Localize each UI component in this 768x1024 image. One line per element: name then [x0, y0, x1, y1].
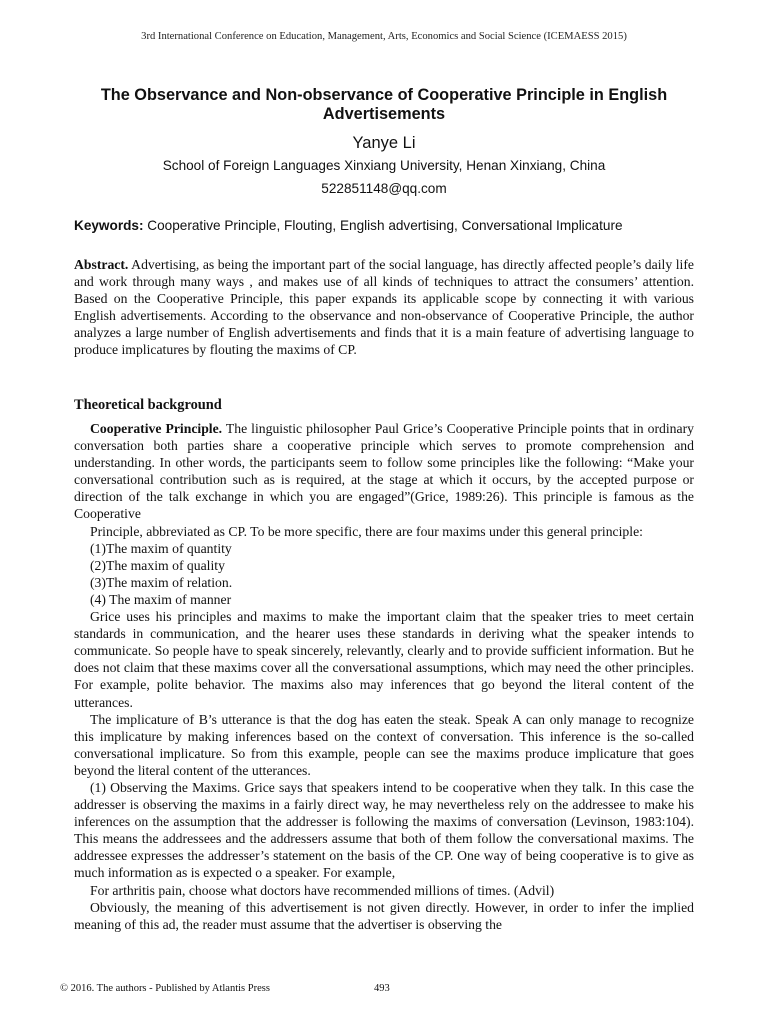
maxim-item: (2)The maxim of quality — [90, 557, 225, 573]
paragraph-grice: Grice uses his principles and maxims to make the important claim that the speaker tries to meet certain standards in communication, and the hearer uses these standards in deriving what the speaker intends to communicate. So people have to speak sincerely, relevantly, clearly and to provide sufficient information. But he does not claim that these maxims cover all the conversational assumptions, which may need the other principles. For example, polite behavior. The maxims also may inferences that go beyond the literal content of the utterances. — [74, 609, 694, 710]
abstract — [74, 256, 694, 359]
conference-running-head: 3rd International Conference on Education, Management, Arts, Economics and Social Science (ICEMAESS 2015) — [141, 31, 627, 42]
paragraph-example-ad: For arthritis pain, choose what doctors have recommended millions of times. (Advil) — [90, 882, 555, 898]
page-number: 493 — [374, 983, 390, 994]
author-affiliation: School of Foreign Languages Xinxiang University, Henan Xinxiang, China — [162, 158, 606, 173]
maxim-item: (3)The maxim of relation. — [90, 574, 233, 590]
abstract-text: Advertising, as being the important part of the social language, has directly affected people’s daily life and work through many ways , and makes use of all kinds of techniques to attract the consumers’ attention. Based on the Cooperative Principle, this paper expands its applicable scope by connecting it with various English advertisements. According to the observance and non-observance of Cooperative Principle, the author analyzes a large number of English advertisements and finds that it is a main feature of advertising language to produce implicatures by flouting the maxims of CP. — [74, 257, 694, 358]
section-body — [74, 420, 694, 933]
keywords-label: Keywords: — [74, 218, 144, 233]
author-name: Yanye Li — [352, 134, 416, 152]
section-heading: Theoretical background — [74, 397, 222, 413]
abstract-label: Abstract. — [74, 257, 129, 272]
paragraph-cooperative-principle — [74, 420, 694, 523]
paragraph-implicature: The implicature of B’s utterance is that the dog has eaten the steak. Speak A can only manage to recognize this implicature by making inferences based on the context of conversation. This inference is the so-called conversational implicature. So from this example, people can see the maxims produce implicature that goes beyond the literal content of the utterances. — [74, 711, 694, 778]
paper-title: The Observance and Non-observance of Cooperative Principle in English Advertisements — [100, 86, 668, 123]
paragraph-obviously: Obviously, the meaning of this advertisement is not given directly. However, in order to infer the implied meaning of this ad, the reader must assume that the advertiser is observing the — [74, 899, 694, 932]
cp-label: Cooperative Principle. — [90, 421, 223, 436]
paragraph-principle: Principle, abbreviated as CP. To be more specific, there are four maxims under this general principle: — [90, 523, 643, 539]
keywords-text: Cooperative Principle, Flouting, English advertising, Conversational Implicature — [143, 218, 623, 233]
paragraph-observing-maxims: (1) Observing the Maxims. Grice says that speakers intend to be cooperative when they talk. In this case the addresser is observing the maxims in a fairly direct way, he may nevertheless rely on the addressee to make his inferences on the assumption that the addresser is following the maxims of conversation (Levinson, 1983:104). This means the addressees and the addressers assume that both of them follow the conversational maxims. The addressee expresses the addresser’s statement on the basis of the CP. One way of being cooperative is to give as much information as is expected o a speaker. For example, — [74, 779, 694, 881]
author-email: 522851148@qq.com — [321, 181, 447, 196]
cp-text: The linguistic philosopher Paul Grice’s Cooperative Principle points that in ordinary conversation both parties share a cooperative principle which serves to promote comprehension and understanding. In other words, the participants seem to follow some principles like the following: “Make your conversational contribution such as is required, at the stage at which it occurs, by the accepted purpose or direction of the talk exchange in which you are engaged”(Grice, 1989:26). This principle is famous as the Cooperative — [74, 421, 694, 522]
maxim-item: (1)The maxim of quantity — [90, 540, 232, 556]
maxim-item: (4) The maxim of manner — [90, 591, 232, 607]
copyright-footer: © 2016. The authors - Published by Atlantis Press — [60, 983, 270, 994]
keywords-line — [74, 217, 714, 235]
